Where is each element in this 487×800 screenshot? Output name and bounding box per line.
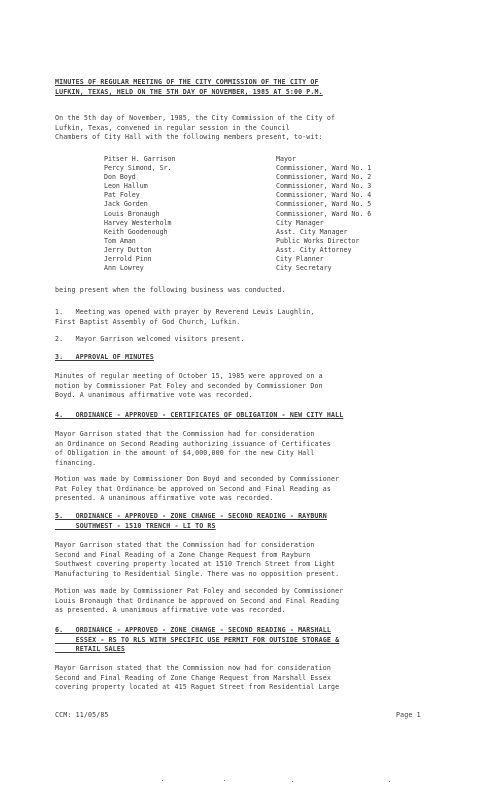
section-4-p2-line-3: presented. A unanimous affirmative vote was recorded.	[55, 494, 274, 502]
member-name: Ann Lowrey	[104, 264, 144, 273]
intro-line-1: On the 5th day of November, 1985, the City Commission of the City of	[55, 114, 336, 122]
scan-speck	[162, 780, 163, 781]
member-name: Pat Foley	[104, 191, 140, 200]
title-line-2: LUFKIN, TEXAS, HELD ON THE 5TH DAY OF NOVEMBER, 1985 AT 5:00 P.M.	[55, 88, 323, 96]
member-position: Public Works Director	[276, 236, 360, 245]
member-position: City Planner	[276, 255, 324, 264]
member-name: Pitser H. Garrison	[104, 155, 176, 163]
scan-speck	[389, 781, 390, 782]
member-position: Asst. City Attorney	[276, 245, 352, 254]
item-1-line-2: First Baptist Assembly of God Church, Lufkin.	[55, 317, 241, 326]
member-name: Jerrold Pinn	[104, 255, 152, 264]
member-position: Commissioner, Ward No. 3	[276, 182, 372, 191]
roster-row	[104, 255, 434, 264]
member-position: Mayor	[276, 155, 296, 163]
member-name: Leon Hallum	[104, 182, 148, 191]
section-5-heading-line-2: SOUTHWEST - 1510 TRENCH - LI TO RS	[55, 521, 216, 530]
section-4-p1-line-1: Mayor Garrison stated that the Commission had for consideration	[55, 430, 315, 438]
roster-row	[104, 182, 434, 191]
section-4-p1-line-3: of Obligation in the amount of $4,000,000 for the new City Hall	[55, 449, 315, 457]
section-5-p2-line-2: Louis Bronaugh that Ordinance be approved on Second and Final Reading	[55, 596, 340, 605]
section-4-p1-line-4: financing.	[55, 458, 97, 467]
member-position: Commissioner, Ward No. 2	[276, 173, 372, 182]
section-3-line-1: Minutes of regular meeting of October 15, 1985 were approved on a	[55, 372, 323, 380]
section-5-heading-line-1: 5. ORDINANCE - APPROVED - ZONE CHANGE - SECOND READING - RAYBURN	[55, 512, 327, 520]
member-name: Percy Simond, Sr.	[104, 164, 172, 173]
roster-row	[104, 228, 434, 237]
member-name: Harvey Westerholm	[104, 218, 172, 227]
section-6-heading-line-1: 6. ORDINANCE - APPROVED - ZONE CHANGE - SECOND READING - MARSHALL	[55, 626, 332, 634]
section-5-p2-line-1: Motion was made by Commissioner Pat Foley and seconded by Commissioner	[55, 587, 344, 595]
section-3-line-3: Boyd. A unanimous affirmative vote was recorded.	[55, 391, 253, 399]
intro-line-2: Lufkin, Texas, convened in regular session in the Council	[55, 123, 290, 132]
member-position: Asst. City Manager	[276, 227, 348, 236]
footer-page-number: Page 1	[396, 711, 421, 719]
member-name: Louis Bronaugh	[104, 209, 160, 218]
item-2-line: 2. Mayor Garrison welcomed visitors present.	[55, 335, 245, 343]
scan-speck	[224, 780, 225, 781]
member-position: Commissioner, Ward No. 6	[276, 209, 372, 218]
section-5-p1-line-2: Second and Final Reading of a Zone Change Request from Rayburn	[55, 550, 311, 559]
section-4-p2-line-1: Motion was made by Commissioner Don Boyd and seconded by Commissioner	[55, 475, 340, 483]
quorum-line: being present when the following business was conducted.	[55, 286, 286, 294]
roster-row	[104, 219, 434, 228]
section-6-p1-line-1: Mayor Garrison stated that the Commission now had for consideration	[55, 664, 332, 672]
section-5-p1-line-1: Mayor Garrison stated that the Commission had for consideration	[55, 541, 315, 549]
section-3-heading: 3. APPROVAL OF MINUTES	[55, 353, 154, 361]
section-5-p1-line-3: Southwest covering property located at 1510 Trench Street from Light	[55, 560, 336, 568]
section-4-p2-line-2: Pat Foley that Ordinance be approved on Second and Final Reading as	[55, 484, 332, 493]
member-position: Commissioner, Ward No. 4	[276, 191, 372, 200]
section-4-p1-line-2: an Ordinance on Second Reading authorizing issuance of Certificates	[55, 439, 332, 448]
item-1-line-1: 1. Meeting was opened with prayer by Reverend Lewis Laughlin,	[55, 308, 315, 316]
section-6-heading-line-2: ESSEX - RS TO RLS WITH SPECIFIC USE PERMIT FOR OUTSIDE STORAGE &	[55, 635, 340, 644]
section-4-heading: 4. ORDINANCE - APPROVED - CERTIFICATES OF OBLIGATION - NEW CITY HALL	[55, 411, 344, 419]
section-5-p1-line-4: Manufacturing to Residential Single. There was no opposition present.	[55, 569, 340, 578]
footer-meeting-code: CCM: 11/05/85	[55, 711, 109, 719]
section-6-heading-line-3: RETAIL SALES	[55, 645, 126, 653]
member-name: Jerry Dutton	[104, 245, 152, 254]
section-5-p2-line-3: as presented. A unanimous affirmative vote was recorded.	[55, 606, 286, 614]
title-line-1: MINUTES OF REGULAR MEETING OF THE CITY COMMISSION OF THE CITY OF	[55, 78, 319, 86]
roster-row	[104, 164, 434, 173]
roster-row	[104, 200, 434, 209]
member-name: Jack Gorden	[104, 200, 148, 209]
roster-row	[104, 155, 434, 164]
roster-row	[104, 237, 434, 246]
member-position: Commissioner, Ward No. 5	[276, 200, 372, 209]
roster-row	[104, 210, 434, 219]
roster-row	[104, 191, 434, 200]
member-position: City Secretary	[276, 264, 332, 273]
member-name: Tom Aman	[104, 236, 136, 245]
section-6-p1-line-2: Second and Final Reading of Zone Change Request from Marshall Essex	[55, 673, 332, 682]
roster-row	[104, 246, 434, 255]
roster-row	[104, 173, 434, 182]
section-3-line-2: motion by Commissioner Pat Foley and seconded by Commissioner Don	[55, 381, 323, 390]
member-position: City Manager	[276, 218, 324, 227]
scan-speck	[292, 781, 293, 782]
member-position: Commissioner, Ward No. 1	[276, 164, 372, 173]
attendance-roster	[104, 155, 434, 273]
member-name: Keith Goodenough	[104, 227, 168, 236]
intro-line-3: Chambers of City Hall with the following members present, to-wit:	[55, 133, 323, 141]
roster-row	[104, 264, 434, 273]
member-name: Don Boyd	[104, 173, 136, 182]
section-6-p1-line-3: covering property located at 415 Raguet Street from Residential Large	[55, 683, 340, 691]
